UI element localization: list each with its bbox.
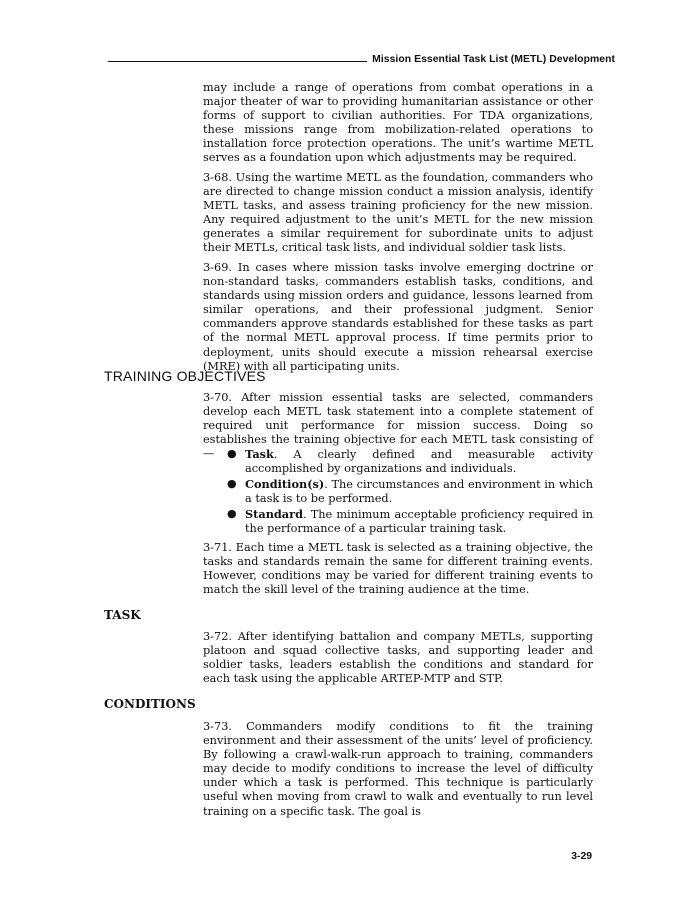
list-item — [227, 447, 593, 476]
paragraph-text: 3-68. Using the wartime METL as the foundation, commanders who are directed to change mission conduct a mission analysis, identify METL tasks, and assess training proficiency for the new mission. Any required adjustment to the unit’s METL for the new mission generates a similar requirement for subordinate units to adjust their METLs, critical task lists, and individual soldier task lists. — [203, 171, 593, 255]
list-item-term: Condition(s) — [245, 477, 325, 492]
heading-training-objectives: TRAINING OBJECTIVES — [104, 368, 266, 384]
paragraph-3-68 — [203, 171, 593, 256]
list-item — [227, 477, 593, 506]
header-rule — [108, 61, 367, 62]
paragraph-3-71 — [203, 541, 593, 597]
list-item — [227, 507, 593, 536]
paragraph-text: 3-71. Each time a METL task is selected as a training objective, the tasks and standards remain the same for different training events. However, conditions may be varied for different training events to match the skill level of the training audience at the time. — [203, 541, 593, 597]
paragraph-text: 3-70. After mission essential tasks are selected, commanders develop each METL task statement into a complete statement of required unit performance for mission success. Doing so establishes the training objective for each METL task consisting of— — [203, 391, 593, 461]
paragraph-text: 3-73. Commanders modify conditions to fit the training environment and their assessment of the units’ level of proficiency. By following a crawl-walk-run approach to training, commanders may decide to modify conditions to increase the level of difficulty under which a task is performed. This technique is particularly useful when moving from crawl to walk and eventually to run level training on a specific task. The goal is — [203, 720, 593, 818]
bullet-icon: ● — [227, 477, 237, 491]
paragraph-intro — [203, 81, 593, 166]
paragraph-3-73 — [203, 720, 593, 819]
training-objective-list — [227, 447, 593, 537]
paragraph-text: may include a range of operations from combat operations in a major theater of war to providing humanitarian assistance or other forms of support to civilian authorities. For TDA organizations, these missions range from mobilization-related operations to installation force protection operations. The unit’s wartime METL serves as a foundation upon which adjustments may be required. — [203, 81, 593, 165]
list-item-term: Task — [245, 447, 274, 461]
bullet-icon: ● — [227, 447, 237, 460]
list-item-text: . The minimum acceptable proficiency required in the performance of a particular training task. — [245, 508, 593, 536]
paragraph-3-72 — [203, 630, 593, 686]
paragraph-text: 3-72. After identifying battalion and company METLs, supporting platoon and squad collective tasks, and supporting leader and soldier tasks, leaders establish the conditions and standard for each task using the applicable ARTEP-MTP and STP. — [203, 630, 593, 686]
list-item-term: Standard — [245, 507, 303, 522]
heading-task: TASK — [104, 608, 141, 622]
list-item-text: . The circumstances and environment in which a task is to be performed. — [245, 478, 593, 506]
paragraph-3-69 — [203, 261, 593, 374]
list-item-text: . A clearly defined and measurable activity accomplished by organizations and individuals. — [245, 448, 593, 476]
paragraph-text: 3-69. In cases where mission tasks involve emerging doctrine or non-standard tasks, commanders establish tasks, conditions, and standards using mission orders and guidance, lessons learned from similar operations, and their professional judgment. Senior commanders approve standards established for these tasks as part of the normal METL approval process. If time permits prior to deployment, units should execute a mission rehearsal exercise (MRE) with all participating units. — [203, 261, 593, 373]
heading-conditions: CONDITIONS — [104, 697, 196, 711]
running-header-title: Mission Essential Task List (METL) Development — [372, 54, 615, 65]
page-number: 3-29 — [571, 851, 592, 862]
running-header — [108, 54, 615, 68]
bullet-icon: ● — [227, 507, 237, 521]
